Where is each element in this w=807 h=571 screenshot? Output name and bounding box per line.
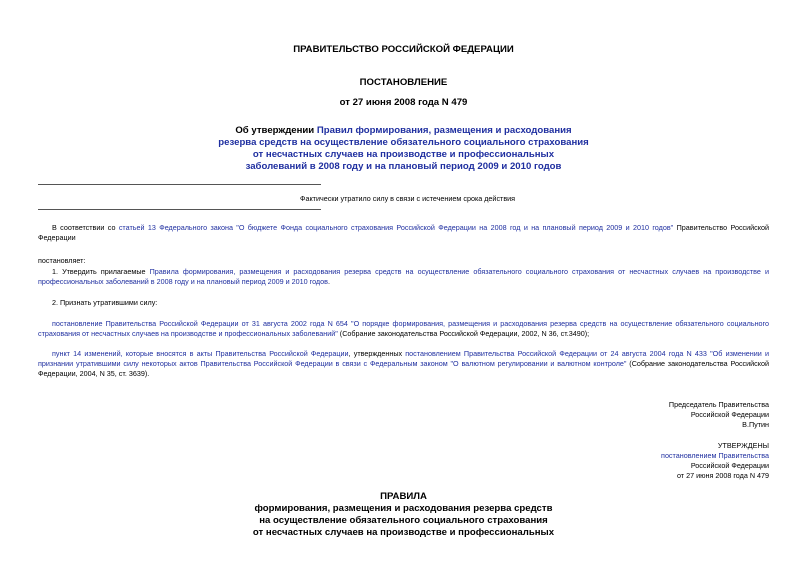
approved-country: Российской Федерации [690,461,769,470]
title-link-4[interactable]: заболеваний в 2008 году и на плановый период 2009 и 2010 годов [245,161,562,172]
item-1-text: 1. Утвердить прилагаемые [52,267,150,276]
document-type: ПОСТАНОВЛЕНИЕ [359,77,448,88]
approved-date: от 27 июня 2008 года N 479 [676,471,769,480]
item-1-text-end: . [327,277,330,286]
title-prefix: Об утверждении [235,125,317,136]
divider-top [38,184,321,185]
item-1-link[interactable]: Правила формирования, размещения и расходования резерва средств на осуществление обязательного социального страхования от несчастных случаев на производстве и профессиональных заболеваний в 2008 году и на плановый период 2009 и 2010 годов [38,267,769,286]
title-link-3[interactable]: от несчастных случаев на производстве и профессиональных [252,149,555,160]
title-line-1 [0,125,807,137]
signature-country: Российской Федерации [690,410,769,419]
signature-title: Председатель Правительства [668,400,769,409]
preamble-text-end: Правительство Российской Федерации [38,223,769,242]
repeal-1-link[interactable]: постановление Правительства Российской Федерации от 31 августа 2002 года N 654 "О порядке формирования, размещения и расходования резерва средств на осуществление обязательного социального страхования от несчастных случаев на производстве и профессиональных заболеваний" [38,319,769,338]
repeal-2-link-2[interactable]: постановлением Правительства Российской Федерации от 24 августа 2004 года N 433 "Об изменении и признании утратившими силу некоторых актов Правительства Российской Федерации в связи с Федеральным законом "О валютном регулировании и валютном контроле" [38,349,770,368]
item-1-paragraph [38,267,769,287]
preamble-link[interactable]: статьей 13 Федерального закона "О бюджете Фонда социального страхования Российской Федерации на 2008 год и на плановый период 2009 и 2010 годов" [118,223,674,232]
title-link-2[interactable]: резерва средств на осуществление обязательного социального страхования [218,137,589,148]
approved-block [661,441,769,481]
document-title [0,125,807,173]
decides-label: постановляет: [38,256,86,265]
preamble-paragraph [38,223,769,243]
rules-title-line-2: формирования, размещения и расходования резерва средств [254,503,553,514]
rules-title-line-4: от несчастных случаев на производстве и профессиональных [252,527,555,538]
repeal-2-text: , утвержденных [348,349,406,358]
repeal-1-text: (Собрание законодательства Российской Федерации, 2002, N 36, ст.3490); [337,329,590,338]
repeal-2-text-end: (Собрание законодательства Российской Федерации, 2004, N 35, ст. 3639). [38,359,770,378]
item-2-paragraph: 2. Признать утратившими силу: [52,298,158,307]
preamble-text: В соответствии со [52,223,119,232]
document-date-number: от 27 июня 2008 года N 479 [339,97,468,108]
rules-title-line-3: на осуществление обязательного социального страхования [259,515,548,526]
signature-block [669,400,769,430]
approved-decree-link[interactable]: постановлением Правительства [661,451,769,460]
rules-title-line-1: ПРАВИЛА [380,491,427,502]
repeal-2-link-1[interactable]: пункт 14 изменений, которые вносятся в акты Правительства Российской Федерации [52,349,349,358]
government-heading: ПРАВИТЕЛЬСТВО РОССИЙСКОЙ ФЕДЕРАЦИИ [293,44,514,55]
signature-name: В.Путин [742,420,769,429]
approved-label: УТВЕРЖДЕНЫ [717,441,769,450]
status-note: Фактически утратило силу в связи с истечением срока действия [300,194,516,203]
divider-bottom [38,209,321,210]
title-link-1[interactable]: Правил формирования, размещения и расходования [316,125,572,136]
repeal-1-paragraph [38,319,769,339]
repeal-2-paragraph [38,349,769,379]
rules-title [0,491,807,539]
